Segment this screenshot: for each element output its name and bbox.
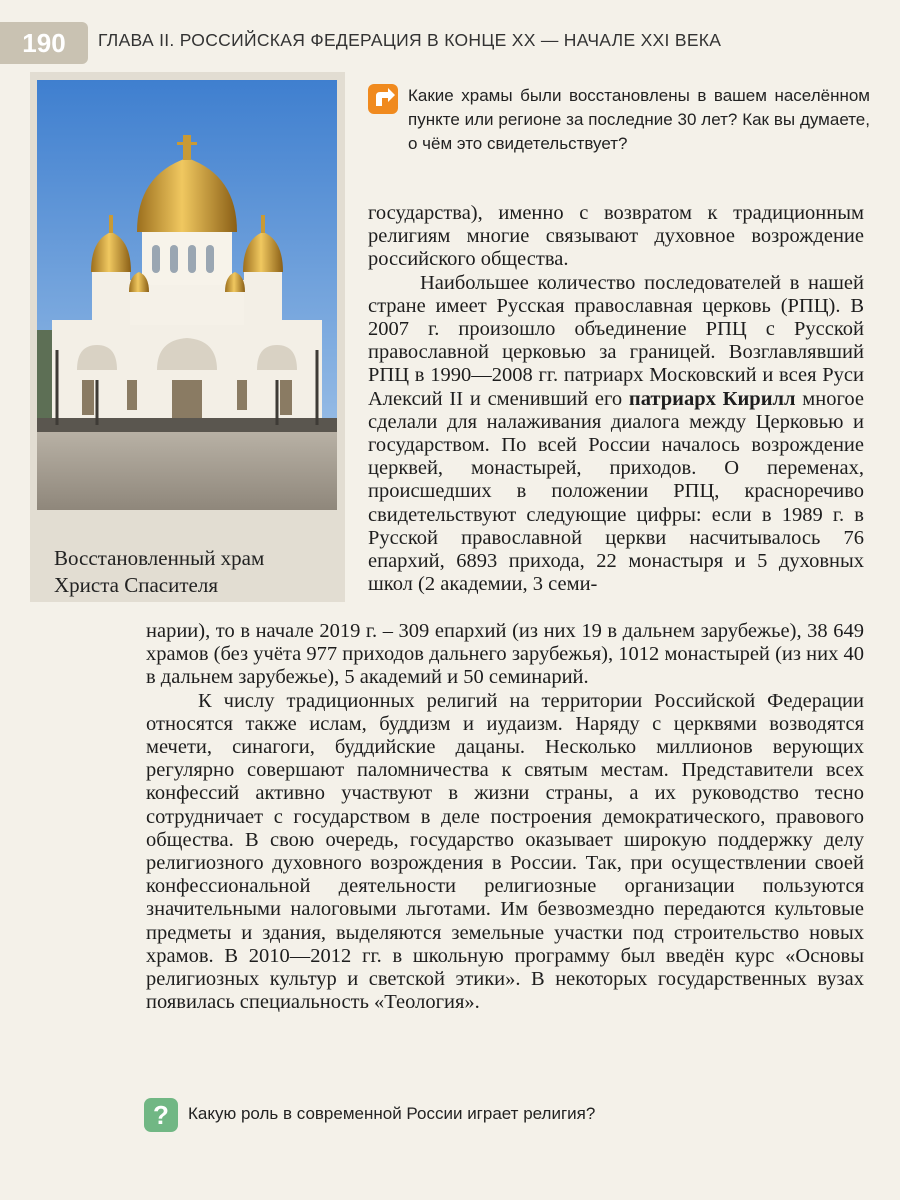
question-top [366,80,876,180]
paragraph: государства), именно с возвратом к традиционным религиям многие связывают духовное возрождение российского общества. [368,202,864,271]
question-bottom [144,1098,864,1134]
question-top-text: Какие храмы были восстановлены в вашем населённом пункте или регионе за последние 30 лет? Как вы думаете, о чём это свидетельствует? [408,86,870,153]
paragraph-text: многое сделали для налаживания диалога между Церковью и государством. По всей России началось возрождение церквей, монастырей, приходов. О переменах, происшедших в положении РПЦ, красноречиво свидетельствуют следующие цифры: если в 1989 г. в Русской православной церкви насчитывалось 76 епархий, 6893 прихода, 22 монастыря и 5 духовных школ (2 академии, 3 семи- [368,387,864,596]
caption-line: Восстановленный храм [54,546,265,570]
body-full-width [146,620,864,1014]
body-column-right [368,202,864,596]
page-number: 190 [0,22,88,64]
cathedral-photo [37,80,337,510]
arrow-task-icon [368,84,398,114]
figure-block [30,72,345,602]
chapter-title: ГЛАВА II. РОССИЙСКАЯ ФЕДЕРАЦИЯ В КОНЦЕ XX — НАЧАЛЕ XXI ВЕКА [98,30,722,50]
question-bottom-text: Какую роль в современной России играет религия? [188,1104,596,1123]
figure-caption [54,545,339,599]
question-mark-icon: ? [144,1098,178,1132]
paragraph-text: Наибольшее количество последователей в нашей стране имеет Русская православная церковь (РПЦ). В 2007 г. произошло объединение РПЦ с Русской православной церковью за границей. Возглавлявший РПЦ в 1990—2008 гг. патриарх Московский и всея Руси Алексий II и сменивший его [368,271,864,410]
paragraph: нарии), то в начале 2019 г. – 309 епархий (из них 19 в дальнем зарубежье), 38 649 храмов (без учёта 977 приходов дальнего зарубежья), 1012 монастырей (из них 40 в дальнем зарубежье), 5 академий и 50 семинарий. [146,620,864,689]
paragraph: К числу традиционных религий на территории Российской Федерации относятся также ислам, буддизм и иудаизм. Наряду с церквями возводятся мечети, синагоги, буддийские дацаны. Несколько миллионов верующих регулярно совершают паломничества к святым местам. Представители всех конфессий активно участвуют в жизни страны, а их руководство тесно сотрудничает с государством в деле построения демократического, правового общества. В свою очередь, государство оказывает широкую поддержку делу религиозного духовного возрождения в России. Так, при осуществлении своей конфессиональной деятельности религиозные организации пользуются значительными налоговыми льготами. Им безвозмездно передаются культовые предметы и здания, выделяются земельные участки под строительство новых храмов. В 2010—2012 гг. в школьную программу был введён курс «Основы религиозных культур и светской этики». В некоторых государственных вузах появилась специальность «Теология». [146,689,864,1014]
paragraph [368,272,864,597]
bold-term: патриарх Кирилл [628,387,796,410]
caption-line: Христа Спасителя [54,573,218,597]
